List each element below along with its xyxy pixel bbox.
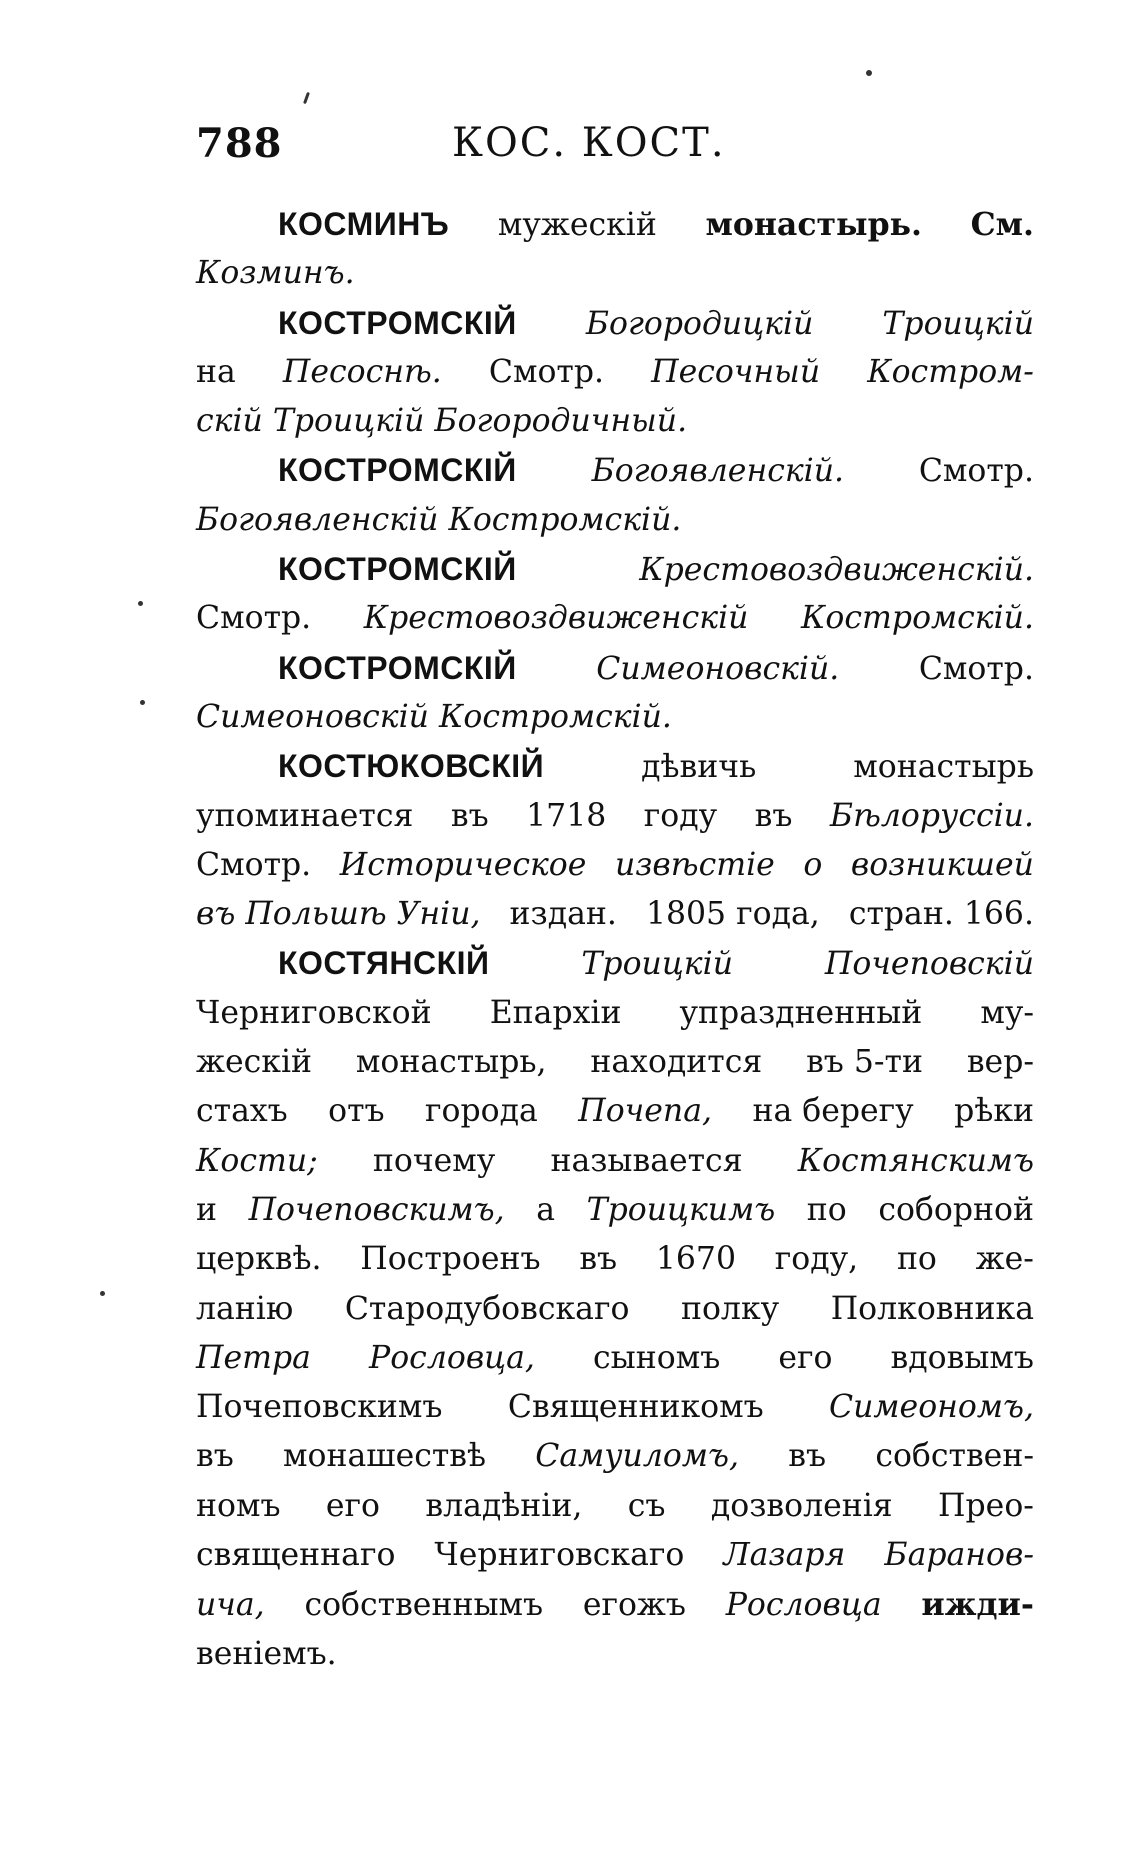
word: по xyxy=(806,1191,847,1228)
word: его xyxy=(778,1339,833,1376)
word: году, xyxy=(774,1241,859,1278)
word: ижди- xyxy=(921,1586,1034,1624)
word: 1718 xyxy=(526,797,607,834)
word: Баранов- xyxy=(884,1537,1034,1574)
word: веніемъ. xyxy=(196,1635,337,1672)
word: году xyxy=(643,797,718,834)
word: вдовымъ xyxy=(890,1339,1034,1376)
word: стран. 166. xyxy=(848,896,1034,933)
word: священнаго xyxy=(196,1537,396,1574)
word: Смотр. xyxy=(488,353,605,390)
word: собствен- xyxy=(875,1438,1034,1475)
print-speck xyxy=(866,70,872,76)
word: егожъ xyxy=(582,1587,686,1624)
word: его xyxy=(325,1487,381,1524)
word: Песочный xyxy=(651,353,821,390)
word: Троицкимъ xyxy=(586,1191,776,1228)
word: Самуиломъ, xyxy=(535,1438,739,1475)
word: монастырь xyxy=(853,749,1034,786)
word: КОСТРОМСКІЙ xyxy=(278,649,517,686)
word: Почепа, xyxy=(578,1093,712,1130)
text-line xyxy=(196,1482,1034,1531)
running-head: КОС. КОСТ. xyxy=(452,120,726,166)
word: Симеоновскій Костромскій. xyxy=(196,698,672,735)
word: Крестовоздвиженскій. xyxy=(639,552,1034,589)
text-line xyxy=(196,1038,1034,1087)
page-header xyxy=(196,120,1026,170)
word: города xyxy=(425,1093,538,1130)
word: церквѣ. xyxy=(196,1241,322,1278)
word: монастырь. xyxy=(705,206,922,243)
body-text xyxy=(196,200,1034,1679)
text-line xyxy=(196,496,1034,545)
word: Богоявленскій. xyxy=(591,453,845,490)
text-line xyxy=(196,348,1034,397)
word: издан. xyxy=(509,896,617,933)
word: ланію xyxy=(196,1290,294,1327)
word: дѣвичь xyxy=(641,749,757,786)
word: Костянскимъ xyxy=(797,1142,1034,1179)
word: 1670 xyxy=(655,1241,737,1278)
word: Песоснѣ. xyxy=(282,353,442,390)
text-line xyxy=(196,792,1034,841)
text-line xyxy=(196,1235,1034,1284)
word: Историческое xyxy=(339,846,587,883)
word: Построенъ xyxy=(360,1241,541,1278)
text-line xyxy=(196,1383,1034,1432)
word: по xyxy=(896,1241,937,1278)
word: Смотр. xyxy=(918,650,1034,687)
word: на xyxy=(196,353,236,390)
word: Троицкій xyxy=(581,946,733,983)
word: Стародубовскаго xyxy=(344,1290,630,1327)
word: Симеоновскій. xyxy=(596,650,840,687)
word: Лазаря xyxy=(723,1537,846,1574)
word: въ xyxy=(579,1241,618,1278)
text-line xyxy=(196,397,1034,446)
word: Козминъ. xyxy=(196,255,355,292)
word: Троицкій xyxy=(882,305,1034,342)
word: въ xyxy=(450,797,489,834)
text-line xyxy=(196,1285,1034,1334)
word: Черниговскаго xyxy=(434,1537,685,1574)
word: съ xyxy=(627,1487,666,1524)
text-line xyxy=(196,644,1034,693)
text-line xyxy=(196,841,1034,890)
word: вер- xyxy=(966,1044,1034,1081)
word: владѣніи, xyxy=(425,1487,583,1524)
text-line xyxy=(196,594,1034,643)
text-line xyxy=(196,1137,1034,1186)
word: соборной xyxy=(878,1191,1034,1228)
word: въ 5-ти xyxy=(806,1044,923,1081)
word: упоминается xyxy=(196,797,414,834)
word: мужескій xyxy=(497,207,657,243)
text-line xyxy=(196,1432,1034,1481)
word: КОСТЯНСКІЙ xyxy=(278,945,490,982)
word: Петра xyxy=(196,1339,311,1376)
word: ича, xyxy=(196,1587,265,1624)
text-line xyxy=(196,200,1034,249)
print-speck xyxy=(303,92,310,104)
text-line xyxy=(196,299,1034,348)
word: Рословца, xyxy=(369,1339,535,1376)
word: дозволенія xyxy=(710,1487,893,1524)
word: монашествѣ xyxy=(283,1438,487,1475)
word: отъ xyxy=(328,1093,385,1130)
word: упраздненный xyxy=(679,994,923,1031)
word: КОСТЮКОВСКІЙ xyxy=(278,748,545,785)
text-line xyxy=(196,989,1034,1038)
text-line xyxy=(196,1531,1034,1580)
word: Полковника xyxy=(830,1290,1034,1327)
word: скій Троицкій Богородичный. xyxy=(196,403,688,440)
word: КОСТРОМСКІЙ xyxy=(278,304,517,341)
word: называется xyxy=(550,1142,743,1179)
word: Черниговской xyxy=(196,994,432,1031)
word: возникшей xyxy=(850,846,1034,883)
word: и xyxy=(196,1191,217,1228)
text-line xyxy=(196,1087,1034,1136)
word: Рословца xyxy=(725,1587,882,1624)
word: жескій xyxy=(196,1044,313,1081)
word: Богородицкій xyxy=(585,305,814,342)
word: рѣки xyxy=(954,1093,1034,1130)
text-line xyxy=(196,890,1034,939)
word: Крестовоздвиженскій xyxy=(363,600,749,637)
word: 1805 года, xyxy=(645,896,820,933)
word: КОСТРОМСКІЙ xyxy=(278,452,517,489)
word: въ xyxy=(788,1438,827,1475)
text-line xyxy=(196,939,1034,988)
word: Кости; xyxy=(196,1142,318,1179)
word: въ Польшѣ Уніи, xyxy=(196,896,481,933)
word: номъ xyxy=(196,1487,281,1524)
text-line xyxy=(196,1334,1034,1383)
word: извѣстіе xyxy=(614,846,775,883)
word: См. xyxy=(970,206,1034,243)
word: стахъ xyxy=(196,1093,288,1130)
word: КОСМИНЪ xyxy=(278,206,450,242)
word: Епархіи xyxy=(489,994,622,1031)
text-line xyxy=(196,1630,1034,1679)
word: Бѣлоруссіи. xyxy=(829,797,1034,834)
word: сыномъ xyxy=(593,1339,721,1376)
word: Костром- xyxy=(867,353,1034,390)
word: о xyxy=(803,846,823,883)
word: на берегу xyxy=(752,1093,914,1130)
word: Смотр. xyxy=(196,600,312,637)
word: Почеповскимъ xyxy=(196,1389,443,1426)
word: полку xyxy=(680,1290,780,1327)
word: Прео- xyxy=(938,1487,1034,1524)
text-line xyxy=(196,545,1034,594)
word: находится xyxy=(590,1044,763,1081)
word: Почеповскій xyxy=(824,946,1034,983)
word: монастырь, xyxy=(355,1044,547,1081)
word: Богоявленскій Костромскій. xyxy=(196,501,682,538)
word: Смотр. xyxy=(918,453,1034,490)
word: же- xyxy=(975,1241,1034,1278)
text-line xyxy=(196,742,1034,791)
word: КОСТРОМСКІЙ xyxy=(278,551,517,588)
word: Симеономъ, xyxy=(829,1389,1034,1426)
text-line xyxy=(196,249,1034,298)
word: собственнымъ xyxy=(304,1587,544,1624)
word: а xyxy=(536,1191,556,1228)
word: Костромскій. xyxy=(801,600,1034,637)
word: въ xyxy=(196,1438,234,1475)
page-number: 788 xyxy=(196,120,283,167)
text-line xyxy=(196,1186,1034,1235)
word: Почеповскимъ, xyxy=(248,1191,505,1228)
word: почему xyxy=(372,1142,496,1179)
text-line xyxy=(196,446,1034,495)
print-speck xyxy=(100,1291,105,1296)
text-line xyxy=(196,1580,1034,1629)
print-speck xyxy=(138,601,143,606)
print-speck xyxy=(140,700,145,705)
word: въ xyxy=(754,797,793,834)
word: Священникомъ xyxy=(507,1389,764,1426)
text-line xyxy=(196,693,1034,742)
word: му- xyxy=(980,994,1034,1031)
word: Смотр. xyxy=(196,846,312,883)
